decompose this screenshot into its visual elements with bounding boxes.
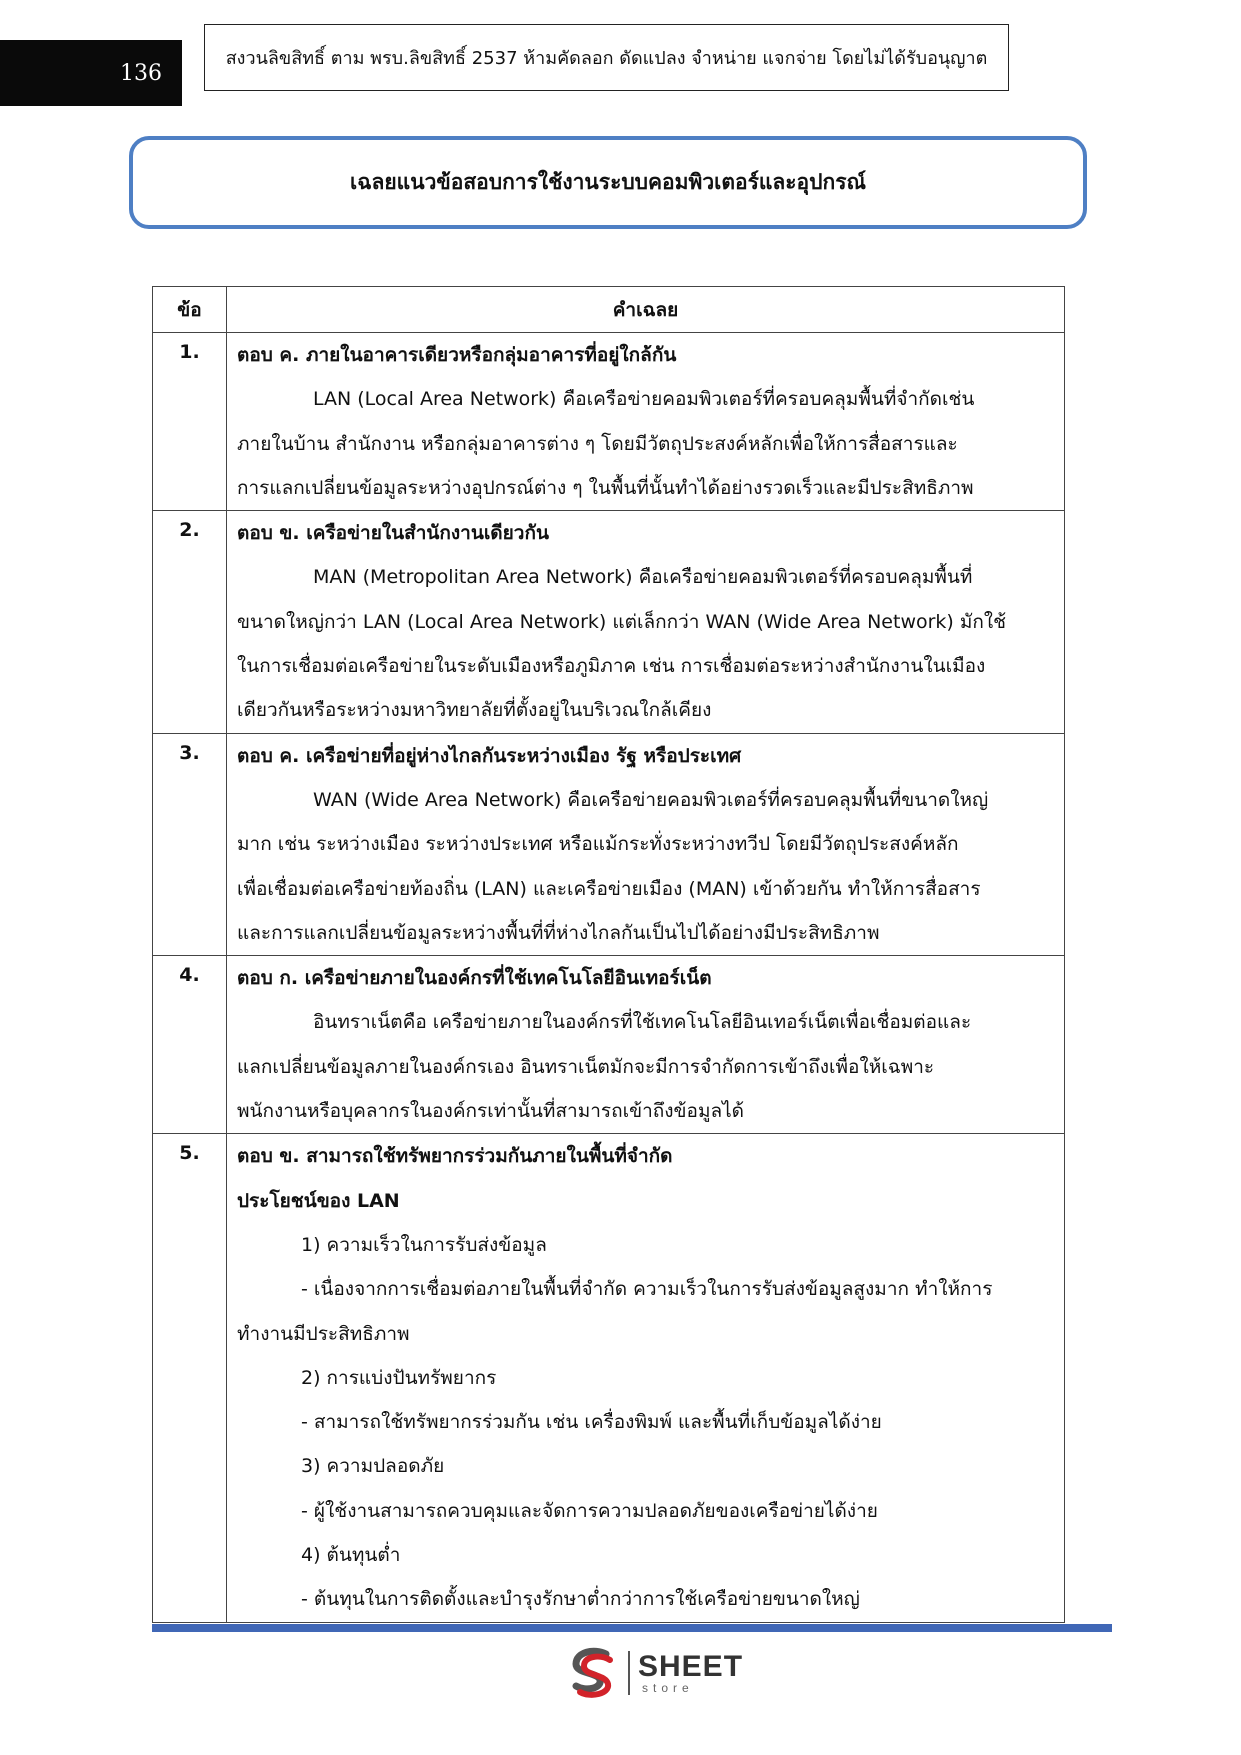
answer-line: LAN (Local Area Network) คือเครือข่ายคอมพิวเตอร์ที่ครอบคลุมพื้นที่จำกัดเช่น — [313, 388, 975, 411]
answer-line: พนักงานหรือบุคลากรในองค์กรเท่านั้นที่สามารถเข้าถึงข้อมูลได้ — [237, 1100, 745, 1123]
answer-line: ภายในบ้าน สำนักงาน หรือกลุ่มอาคารต่าง ๆ โดยมีวัตถุประสงค์หลักเพื่อให้การสื่อสารและ — [237, 432, 958, 455]
logo-text — [638, 1652, 743, 1694]
benefit-detail: - เนื่องจากการเชื่อมต่อภายในพื้นที่จำกัด ความเร็วในการรับส่งข้อมูลสูงมาก ทำให้การ — [301, 1278, 993, 1301]
answer-heading: ตอบ ค. ภายในอาคารเดียวหรือกลุ่มอาคารที่อยู่ใกล้กัน — [237, 344, 677, 366]
answer-heading: ตอบ ค. เครือข่ายที่อยู่ห่างไกลกันระหว่างเมือง รัฐ หรือประเทศ — [237, 744, 742, 767]
benefit-detail: - ผู้ใช้งานสามารถควบคุมและจัดการความปลอดภัยของเครือข่ายได้ง่าย — [301, 1499, 878, 1522]
table-row — [153, 956, 1065, 1134]
answer-line: ในการเชื่อมต่อเครือข่ายในระดับเมืองหรือภูมิภาค เช่น การเชื่อมต่อระหว่างสำนักงานในเมือง — [237, 655, 986, 678]
benefit-title: 2) การแบ่งปันทรัพยากร — [301, 1366, 497, 1389]
copyright-notice — [204, 24, 1009, 91]
table-row — [153, 1134, 1065, 1622]
page-title: เฉลยแนวข้อสอบการใช้งานระบบคอมพิวเตอร์และอุปกรณ์ — [350, 170, 866, 194]
logo-word: SHEET — [638, 1650, 744, 1683]
question-number: 1. — [153, 333, 227, 511]
benefit-title: 4) ต้นทุนต่ำ — [301, 1544, 401, 1567]
benefit-title: 3) ความปลอดภัย — [301, 1455, 445, 1478]
answer-cell — [227, 956, 1065, 1134]
answer-line: MAN (Metropolitan Area Network) คือเครือข่ายคอมพิวเตอร์ที่ครอบคลุมพื้นที่ — [313, 566, 973, 589]
question-number: 4. — [153, 956, 227, 1134]
answer-line: อินทราเน็ตคือ เครือข่ายภายในองค์กรที่ใช้เทคโนโลยีอินเทอร์เน็ตเพื่อเชื่อมต่อและ — [313, 1011, 972, 1034]
table-header-row — [153, 287, 1065, 333]
answer-cell — [227, 511, 1065, 733]
answer-line: การแลกเปลี่ยนข้อมูลระหว่างอุปกรณ์ต่าง ๆ ในพื้นที่นั้นทำได้อย่างรวดเร็วและมีประสิทธิภาพ — [237, 476, 974, 499]
answer-heading: ตอบ ก. เครือข่ายภายในองค์กรที่ใช้เทคโนโลยีอินเทอร์เน็ต — [237, 967, 712, 990]
table-row — [153, 333, 1065, 511]
table-row — [153, 511, 1065, 733]
answer-line: เดียวกันหรือระหว่างมหาวิทยาลัยที่ตั้งอยู่ในบริเวณใกล้เคียง — [237, 699, 712, 722]
benefit-title: 1) ความเร็วในการรับส่งข้อมูล — [301, 1233, 547, 1256]
answer-heading: ตอบ ข. สามารถใช้ทรัพยากรร่วมกันภายในพื้นที่จำกัด — [237, 1145, 673, 1168]
answer-line: และการแลกเปลี่ยนข้อมูลระหว่างพื้นที่ที่ห่างไกลกันเป็นไปได้อย่างมีประสิทธิภาพ — [237, 921, 880, 944]
benefit-detail-cont: ทำงานมีประสิทธิภาพ — [237, 1322, 410, 1345]
answer-line: มาก เช่น ระหว่างเมือง ระหว่างประเทศ หรือแม้กระทั่งระหว่างทวีป โดยมีวัตถุประสงค์หลัก — [237, 833, 959, 856]
footer-bar — [152, 1624, 1112, 1632]
sheet-store-s-icon — [566, 1646, 620, 1700]
column-header-no: ข้อ — [153, 287, 227, 333]
answer-heading: ตอบ ข. เครือข่ายในสำนักงานเดียวกัน — [237, 522, 549, 545]
answer-table — [152, 286, 1065, 1623]
answer-line: WAN (Wide Area Network) คือเครือข่ายคอมพิวเตอร์ที่ครอบคลุมพื้นที่ขนาดใหญ่ — [313, 788, 989, 811]
answer-line: เพื่อเชื่อมต่อเครือข่ายท้องถิ่น (LAN) และเครือข่ายเมือง (MAN) เข้าด้วยกัน ทำให้การสื่อสาร — [237, 877, 981, 900]
page-title-box — [129, 136, 1087, 229]
page-number — [0, 40, 182, 106]
answer-line: ขนาดใหญ่กว่า LAN (Local Area Network) แต่เล็กกว่า WAN (Wide Area Network) มักใช้ — [237, 610, 1007, 633]
question-number: 2. — [153, 511, 227, 733]
answer-cell — [227, 333, 1065, 511]
question-number: 3. — [153, 733, 227, 955]
logo-separator — [628, 1651, 630, 1695]
answer-cell — [227, 1134, 1065, 1622]
answer-line: แลกเปลี่ยนข้อมูลภายในองค์กรเอง อินทราเน็ตมักจะมีการจำกัดการเข้าถึงเพื่อให้เฉพาะ — [237, 1055, 935, 1078]
copyright-text: สงวนลิขสิทธิ์ ตาม พรบ.ลิขสิทธิ์ 2537 ห้ามคัดลอก ดัดแปลง จำหน่าย แจกจ่าย โดยไม่ได้รับอนุญาต — [225, 48, 988, 69]
column-header-answer: คำเฉลย — [227, 287, 1065, 333]
benefit-detail: - ต้นทุนในการติดตั้งและบำรุงรักษาต่ำกว่าการใช้เครือข่ายขนาดใหญ่ — [301, 1588, 860, 1611]
benefit-detail: - สามารถใช้ทรัพยากรร่วมกัน เช่น เครื่องพิมพ์ และพื้นที่เก็บข้อมูลได้ง่าย — [301, 1411, 882, 1434]
sheet-store-logo — [566, 1645, 743, 1701]
question-number: 5. — [153, 1134, 227, 1622]
answer-subheading: ประโยชน์ของ LAN — [237, 1189, 400, 1212]
logo-subword: store — [642, 1681, 694, 1695]
answer-cell — [227, 733, 1065, 955]
page-number-text: 136 — [120, 60, 162, 86]
table-row — [153, 733, 1065, 955]
